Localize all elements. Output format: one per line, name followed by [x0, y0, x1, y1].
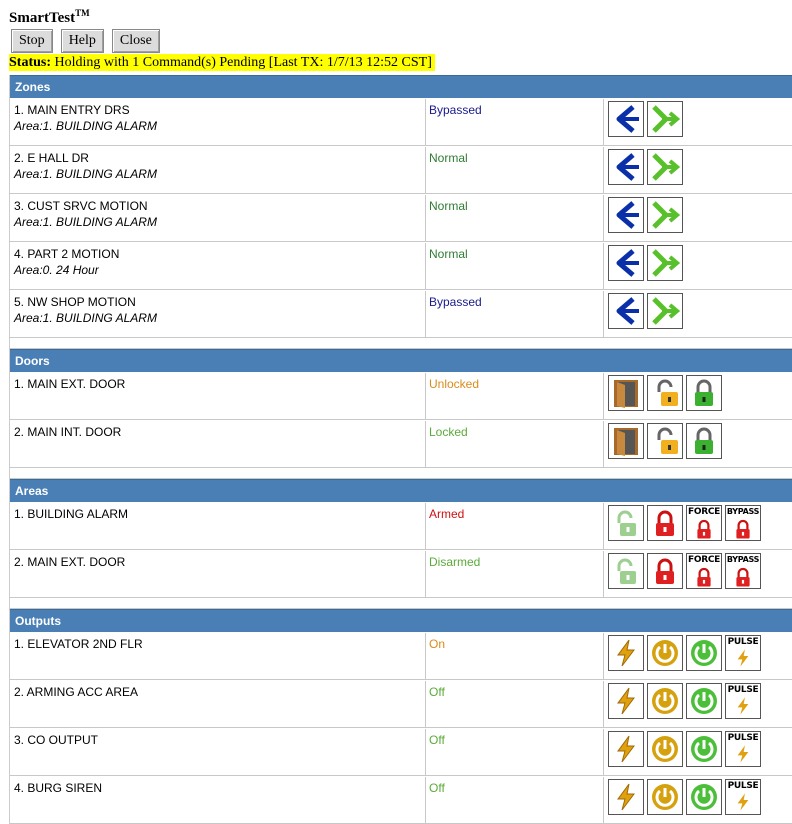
power-on-icon[interactable] — [647, 683, 683, 719]
power-off-icon[interactable] — [686, 683, 722, 719]
item-state: Normal — [426, 243, 604, 289]
stop-button[interactable]: Stop — [11, 29, 53, 53]
toggle-icon[interactable] — [608, 779, 644, 815]
pulse-label: PULSE — [727, 733, 759, 743]
toggle-icon[interactable] — [608, 635, 644, 671]
item-name: 3. CO OUTPUT — [14, 733, 99, 747]
item-area: Area:1. BUILDING ALARM — [14, 311, 157, 325]
device-panel — [9, 75, 792, 824]
item-state: Normal — [426, 195, 604, 241]
item-actions — [604, 551, 761, 597]
bypass-arrow-icon[interactable] — [608, 149, 644, 185]
item-actions — [604, 681, 761, 727]
item-actions — [604, 243, 683, 289]
item-name-cell — [10, 291, 426, 337]
section-spacer — [10, 468, 792, 479]
item-name-cell — [10, 147, 426, 193]
areas-row — [10, 550, 792, 598]
outputs-row — [10, 680, 792, 728]
item-state: Bypassed — [426, 99, 604, 145]
lock-icon[interactable] — [686, 375, 722, 411]
item-name: 2. E HALL DR — [14, 151, 89, 165]
item-name: 3. CUST SRVC MOTION — [14, 199, 148, 213]
force-arm-icon[interactable] — [686, 553, 722, 589]
item-name-cell — [10, 551, 426, 597]
arm-icon[interactable] — [647, 505, 683, 541]
item-name-cell — [10, 195, 426, 241]
power-on-icon[interactable] — [647, 779, 683, 815]
toggle-icon[interactable] — [608, 683, 644, 719]
item-actions — [604, 373, 722, 419]
outputs-row — [10, 728, 792, 776]
zones-row — [10, 98, 792, 146]
force-arm-icon[interactable] — [686, 505, 722, 541]
item-name: 4. BURG SIREN — [14, 781, 103, 795]
status-label: Status: — [9, 55, 52, 70]
power-on-icon[interactable] — [647, 635, 683, 671]
help-button[interactable]: Help — [61, 29, 104, 53]
item-state: Off — [426, 681, 604, 727]
restore-arrow-icon[interactable] — [647, 293, 683, 329]
item-name-cell — [10, 503, 426, 549]
status-bar — [9, 54, 435, 71]
item-name: 1. MAIN ENTRY DRS — [14, 103, 130, 117]
item-name-cell — [10, 633, 426, 679]
pulse-label: PULSE — [727, 685, 759, 695]
item-area: Area:0. 24 Hour — [14, 263, 99, 277]
item-area: Area:1. BUILDING ALARM — [14, 215, 157, 229]
power-on-icon[interactable] — [647, 731, 683, 767]
force-arm-label: FORCE — [688, 507, 720, 517]
item-actions — [604, 195, 683, 241]
item-actions — [604, 99, 683, 145]
item-name-cell — [10, 373, 426, 419]
item-state: Locked — [426, 421, 604, 467]
item-state: Off — [426, 777, 604, 823]
doors-row — [10, 372, 792, 420]
bypass-arm-label: BYPASS — [726, 507, 760, 516]
zones-row — [10, 242, 792, 290]
item-name: 1. BUILDING ALARM — [14, 507, 129, 521]
zones-row — [10, 146, 792, 194]
pulse-label: PULSE — [727, 637, 759, 647]
bypass-arm-icon[interactable] — [725, 553, 761, 589]
door-open-icon[interactable] — [608, 423, 644, 459]
item-actions — [604, 147, 683, 193]
item-area: Area:1. BUILDING ALARM — [14, 167, 157, 181]
restore-arrow-icon[interactable] — [647, 101, 683, 137]
item-actions — [604, 633, 761, 679]
arm-icon[interactable] — [647, 553, 683, 589]
item-name: 2. ARMING ACC AREA — [14, 685, 139, 699]
outputs-row — [10, 776, 792, 824]
item-state: Bypassed — [426, 291, 604, 337]
toolbar — [11, 29, 160, 53]
power-off-icon[interactable] — [686, 731, 722, 767]
item-state: On — [426, 633, 604, 679]
item-area: Area:1. BUILDING ALARM — [14, 119, 157, 133]
pulse-icon[interactable] — [725, 779, 761, 815]
areas-section-header: Areas — [10, 479, 792, 502]
status-text: Holding with 1 Command(s) Pending [Last TX: 1/7/13 12:52 CST] — [54, 55, 432, 70]
doors-section-header: Doors — [10, 349, 792, 372]
item-name-cell — [10, 243, 426, 289]
app-title-text: SmartTest — [9, 10, 76, 26]
disarm-icon[interactable] — [608, 505, 644, 541]
areas-row — [10, 502, 792, 550]
item-state: Normal — [426, 147, 604, 193]
section-spacer — [10, 598, 792, 609]
item-state: Off — [426, 729, 604, 775]
bypass-arm-icon[interactable] — [725, 505, 761, 541]
app-title — [9, 8, 90, 27]
item-name: 4. PART 2 MOTION — [14, 247, 120, 261]
zones-section-header: Zones — [10, 75, 792, 98]
pulse-icon[interactable] — [725, 635, 761, 671]
power-off-icon[interactable] — [686, 779, 722, 815]
bypass-arrow-icon[interactable] — [608, 197, 644, 233]
bypass-arrow-icon[interactable] — [608, 293, 644, 329]
outputs-section-header: Outputs — [10, 609, 792, 632]
unlock-icon[interactable] — [647, 423, 683, 459]
item-actions — [604, 291, 683, 337]
bypass-arrow-icon[interactable] — [608, 101, 644, 137]
bypass-arm-label: BYPASS — [726, 555, 760, 564]
item-actions — [604, 729, 761, 775]
item-name-cell — [10, 729, 426, 775]
trademark: TM — [75, 8, 90, 18]
doors-row — [10, 420, 792, 468]
zones-row — [10, 194, 792, 242]
item-name-cell — [10, 681, 426, 727]
pulse-icon[interactable] — [725, 683, 761, 719]
toggle-icon[interactable] — [608, 731, 644, 767]
item-name-cell — [10, 777, 426, 823]
zones-row — [10, 290, 792, 338]
item-actions — [604, 421, 722, 467]
item-state: Unlocked — [426, 373, 604, 419]
restore-arrow-icon[interactable] — [647, 245, 683, 281]
item-state: Disarmed — [426, 551, 604, 597]
item-state: Armed — [426, 503, 604, 549]
bypass-arrow-icon[interactable] — [608, 245, 644, 281]
item-name: 2. MAIN INT. DOOR — [14, 425, 122, 439]
pulse-label: PULSE — [727, 781, 759, 791]
close-button[interactable]: Close — [112, 29, 160, 53]
item-name: 5. NW SHOP MOTION — [14, 295, 136, 309]
restore-arrow-icon[interactable] — [647, 197, 683, 233]
item-name: 1. ELEVATOR 2ND FLR — [14, 637, 143, 651]
item-actions — [604, 777, 761, 823]
section-spacer — [10, 338, 792, 349]
restore-arrow-icon[interactable] — [647, 149, 683, 185]
item-actions — [604, 503, 761, 549]
door-open-icon[interactable] — [608, 375, 644, 411]
power-off-icon[interactable] — [686, 635, 722, 671]
item-name-cell — [10, 99, 426, 145]
force-arm-label: FORCE — [688, 555, 720, 565]
outputs-row — [10, 632, 792, 680]
lock-icon[interactable] — [686, 423, 722, 459]
pulse-icon[interactable] — [725, 731, 761, 767]
item-name: 1. MAIN EXT. DOOR — [14, 377, 126, 391]
disarm-icon[interactable] — [608, 553, 644, 589]
item-name-cell — [10, 421, 426, 467]
item-name: 2. MAIN EXT. DOOR — [14, 555, 126, 569]
unlock-icon[interactable] — [647, 375, 683, 411]
